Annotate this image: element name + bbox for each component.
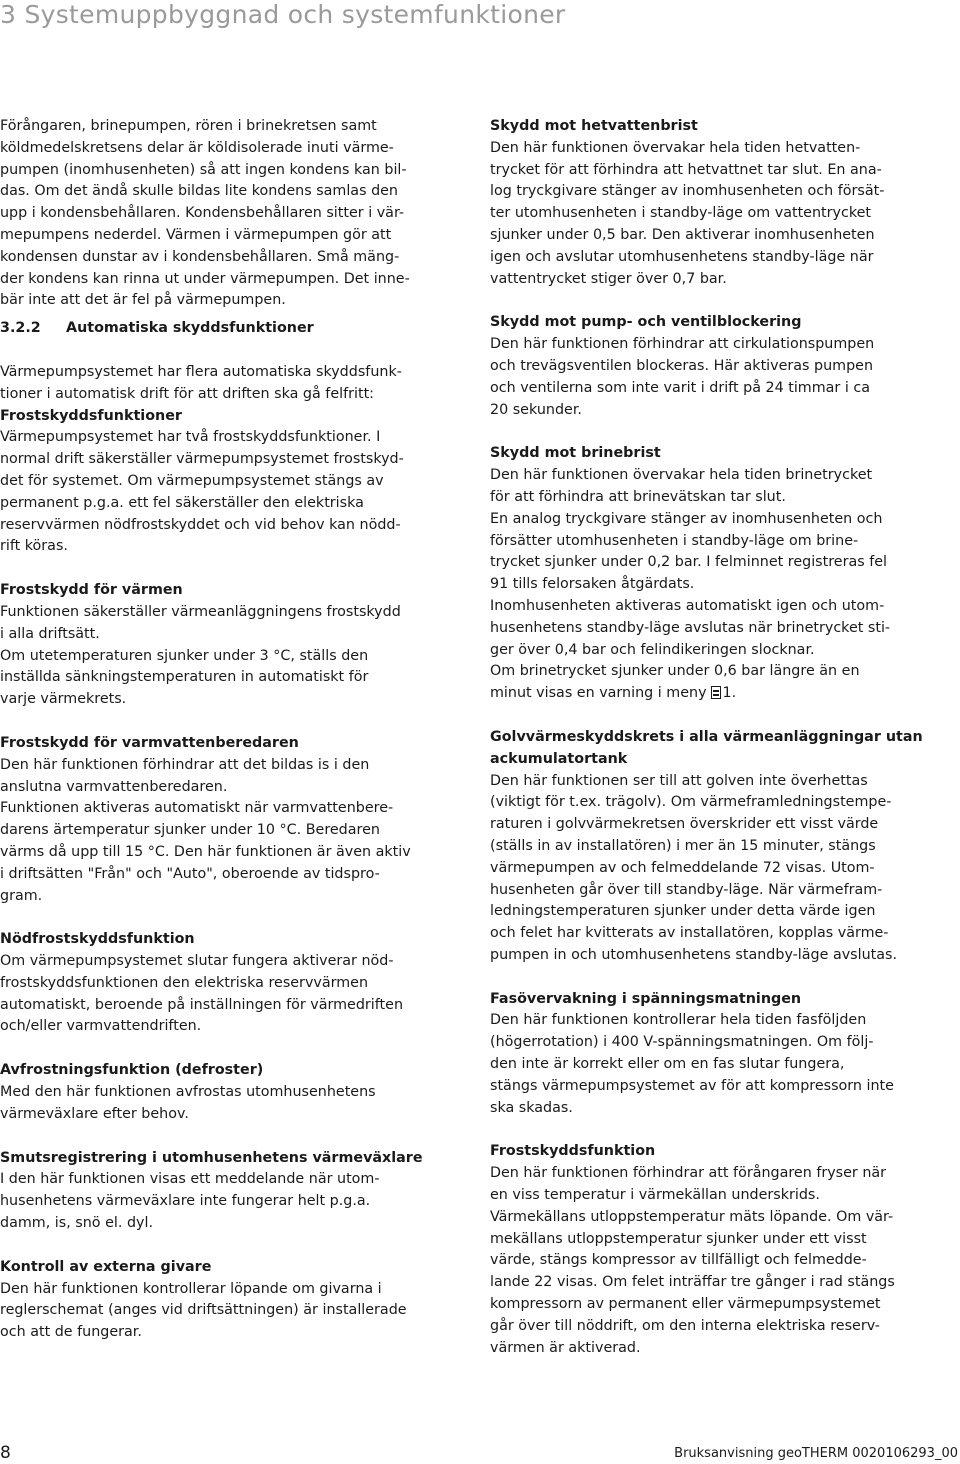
section-heading: Fasövervakning i spänningsmatningen xyxy=(490,990,802,1007)
section-text: Om värmepumpsystemet slutar fungera aktiverar nöd- frostskyddsfunktionen den elektriska reservvärmen automatiskt, beroende på inställningen för värmedriften och/eller varmvattendriften. xyxy=(0,953,404,1035)
section-text: Den här funktionen förhindrar att det bildas is i den anslutna varmvattenberedaren. Funktionen aktiveras automatiskt när varmvattenbere- darens ärtemperatur sjunker under 10 °C. Beredaren värms då upp till 15 °C. Den här funktionen är även aktiv i driftsätten "Från" och "Auto", oberoende av tidspro- gram. xyxy=(0,756,411,904)
section-heading: Skydd mot brinebrist xyxy=(490,445,661,462)
section-frostskyddsfunktion xyxy=(490,1141,958,1359)
section-heading: Smutsregistrering i utomhusenhetens värmeväxlare xyxy=(0,1149,423,1166)
section-text: Med den här funktionen avfrostas utomhusenhetens värmeväxlare efter behov. xyxy=(0,1084,376,1122)
section-frostskydd-varmvattenberedaren xyxy=(0,733,468,907)
section-heading: Frostskyddsfunktioner xyxy=(0,407,182,424)
subsection-title: Automatiska skyddsfunktioner xyxy=(66,320,314,337)
menu-number: 1. xyxy=(722,685,737,702)
section-frostskyddsfunktioner xyxy=(0,406,468,559)
section-heading: Skydd mot pump- och ventilblockering xyxy=(490,314,802,331)
section-brinebrist xyxy=(490,443,958,705)
section-heading: Frostskyddsfunktion xyxy=(490,1143,656,1160)
subsection-heading xyxy=(0,318,468,340)
section-heading: Golvvärmeskyddskrets i alla värmeanläggningar utan ackumulatortank xyxy=(490,728,923,767)
section-text: Den här funktionen förhindrar att förångaren fryser när en viss temperatur i värmekällan underskrids. Värmekällans utloppstemperatur mäts löpande. Om vär- mekällans utloppstemperatur sjunker under ett visst värde, stängs kompressor av tillfälligt och felmedde- lande 22 visas. Om felet inträffar tre gånger i rad stängs kompressorn av permanent eller värmepumpsystemet går över till nöddrift, om den interna elektriska reserv- värmen är aktiverad. xyxy=(490,1165,895,1356)
section-text-tail xyxy=(490,683,958,705)
section-hetvattenbrist xyxy=(490,116,958,290)
page-number: 8 xyxy=(0,1443,11,1463)
section-text: Funktionen säkerställer värmeanläggningens frostskydd i alla driftsätt. Om utetemperaturen sjunker under 3 °C, ställs den inställda sänkningstemperaturen in automatiskt för varje värmekrets. xyxy=(0,603,401,708)
section-frostskydd-varmen xyxy=(0,580,468,711)
section-pump-ventilblockering xyxy=(490,312,958,421)
section-heading: Skydd mot hetvattenbrist xyxy=(490,118,698,134)
section-golvvarmeskyddskrets xyxy=(490,727,958,967)
section-nodfrostskyddsfunktion xyxy=(0,929,468,1038)
section-text: Värmepumpsystemet har två frostskyddsfunktioner. I normal drift säkerställer värmepumpsystemet frostskyd- det för systemet. Om värmepumpsystemet stängs av permanent p.g.a. ett fel säkerställer den elektriska reservvärmen nödfrostskyddet och vid behov kan nödd- rift köras. xyxy=(0,429,404,555)
page-header-title: 3 Systemuppbyggnad och systemfunktioner xyxy=(0,0,566,29)
section-heading: Kontroll av externa givare xyxy=(0,1258,212,1275)
right-column xyxy=(490,116,958,1381)
section-text: Den här funktionen kontrollerar hela tiden fasföljden (högerrotation) i 400 V-spänningsmatningen. Om följ- den inte är korrekt eller om en fas slutar fungera, stängs värmepumpsystemet av för att kompressorn inte ska skadas. xyxy=(490,1012,894,1116)
left-column xyxy=(0,116,468,1366)
subsection-intro: Värmepumpsystemet har flera automatiska skyddsfunk- tioner i automatisk drift för att driften ska gå felfritt: xyxy=(0,363,402,402)
menu-icon xyxy=(711,686,721,699)
section-heading: Frostskydd för varmvattenberedaren xyxy=(0,734,299,751)
section-smutsregistrering xyxy=(0,1148,468,1235)
tail-text: minut visas en varning i meny xyxy=(490,685,707,702)
section-fasovervakning xyxy=(490,989,958,1120)
section-text: Den här funktionen övervakar hela tiden hetvatten- trycket för att förhindra att hetvattnet tar slut. En ana- log tryckgivare stänger av inomhusenheten och försät- ter utomhusenheten i standby-läge om vattentrycket sjunker under 0,5 bar. Den aktiverar inomhusenheten igen och avslutar utomhusenhetens standby-läge när vattentrycket stiger över 0,7 bar. xyxy=(490,139,885,287)
section-text: I den här funktionen visas ett meddelande när utom- husenhetens värmeväxlare inte fungerar helt p.g.a. damm, is, snö el. dyl. xyxy=(0,1171,380,1232)
section-kontroll-externa-givare xyxy=(0,1257,468,1344)
section-avfrostningsfunktion xyxy=(0,1060,468,1125)
intro-paragraph: Förångaren, brinepumpen, rören i brinekretsen samt köldmedelskretsens delar är köldisolerade inuti värme- pumpen (inomhusenheten) så att ingen kondens kan bil- das. Om det ändå skulle bildas lite kondens samlas den upp i kondensbehållaren. Kondensbehållaren sitter i vär- mepumpens nederdel. Värmen i värmepumpen gör att kondensen dunstar av i kondensbehållaren. Små mäng- der kondens kan rinna ut under värmepumpen. Det inne- bär inte att det är fel på värmepumpen. xyxy=(0,118,410,309)
section-heading: Frostskydd för värmen xyxy=(0,582,183,599)
section-heading: Nödfrostskyddsfunktion xyxy=(0,931,195,948)
section-text: Den här funktionen ser till att golven inte överhettas (viktigt för t.ex. trägolv). Om värmeframledningstempe- raturen i golvvärmekretsen överskrider ett visst värde (ställs in av installatören) i mer än 15 minuter, stängs värmepumpen av och felmeddelande 72 visas. Utom- husenheten går över till standby-läge. När värmefram- ledningstemperaturen sjunker under detta värde igen och felet har kvitterats av installatören, kopplas värme- pumpen in och utomhusenhetens standby-läge avslutas. xyxy=(490,772,898,963)
document-reference: Bruksanvisning geoTHERM 0020106293_00 xyxy=(674,1446,958,1461)
section-heading: Avfrostningsfunktion (defroster) xyxy=(0,1062,264,1079)
section-text: Den här funktionen övervakar hela tiden brinetrycket för att förhindra att brinevätskan tar slut. En analog tryckgivare stänger av inomhusenheten och försätter utomhusenheten i standby-läge om brine- trycket sjunker under 0,2 bar. I felminnet registreras fel 91 tills felorsaken åtgärdats. Inomhusenheten aktiveras automatiskt igen och utom- husenhetens standby-läge avslutas när brinetrycket sti- ger över 0,4 bar och felindikeringen slocknar. Om brinetrycket sjunker under 0,6 bar längre än en xyxy=(490,467,891,680)
section-text: Den här funktionen kontrollerar löpande om givarna i reglerschemat (anges vid driftsättningen) är installerade och att de fungerar. xyxy=(0,1280,407,1341)
section-text: Den här funktionen förhindrar att cirkulationspumpen och trevägsventilen blockeras. Här aktiveras pumpen och ventilerna som inte varit i drift på 24 timmar i ca 20 sekunder. xyxy=(490,336,875,418)
subsection-number: 3.2.2 xyxy=(0,320,41,337)
